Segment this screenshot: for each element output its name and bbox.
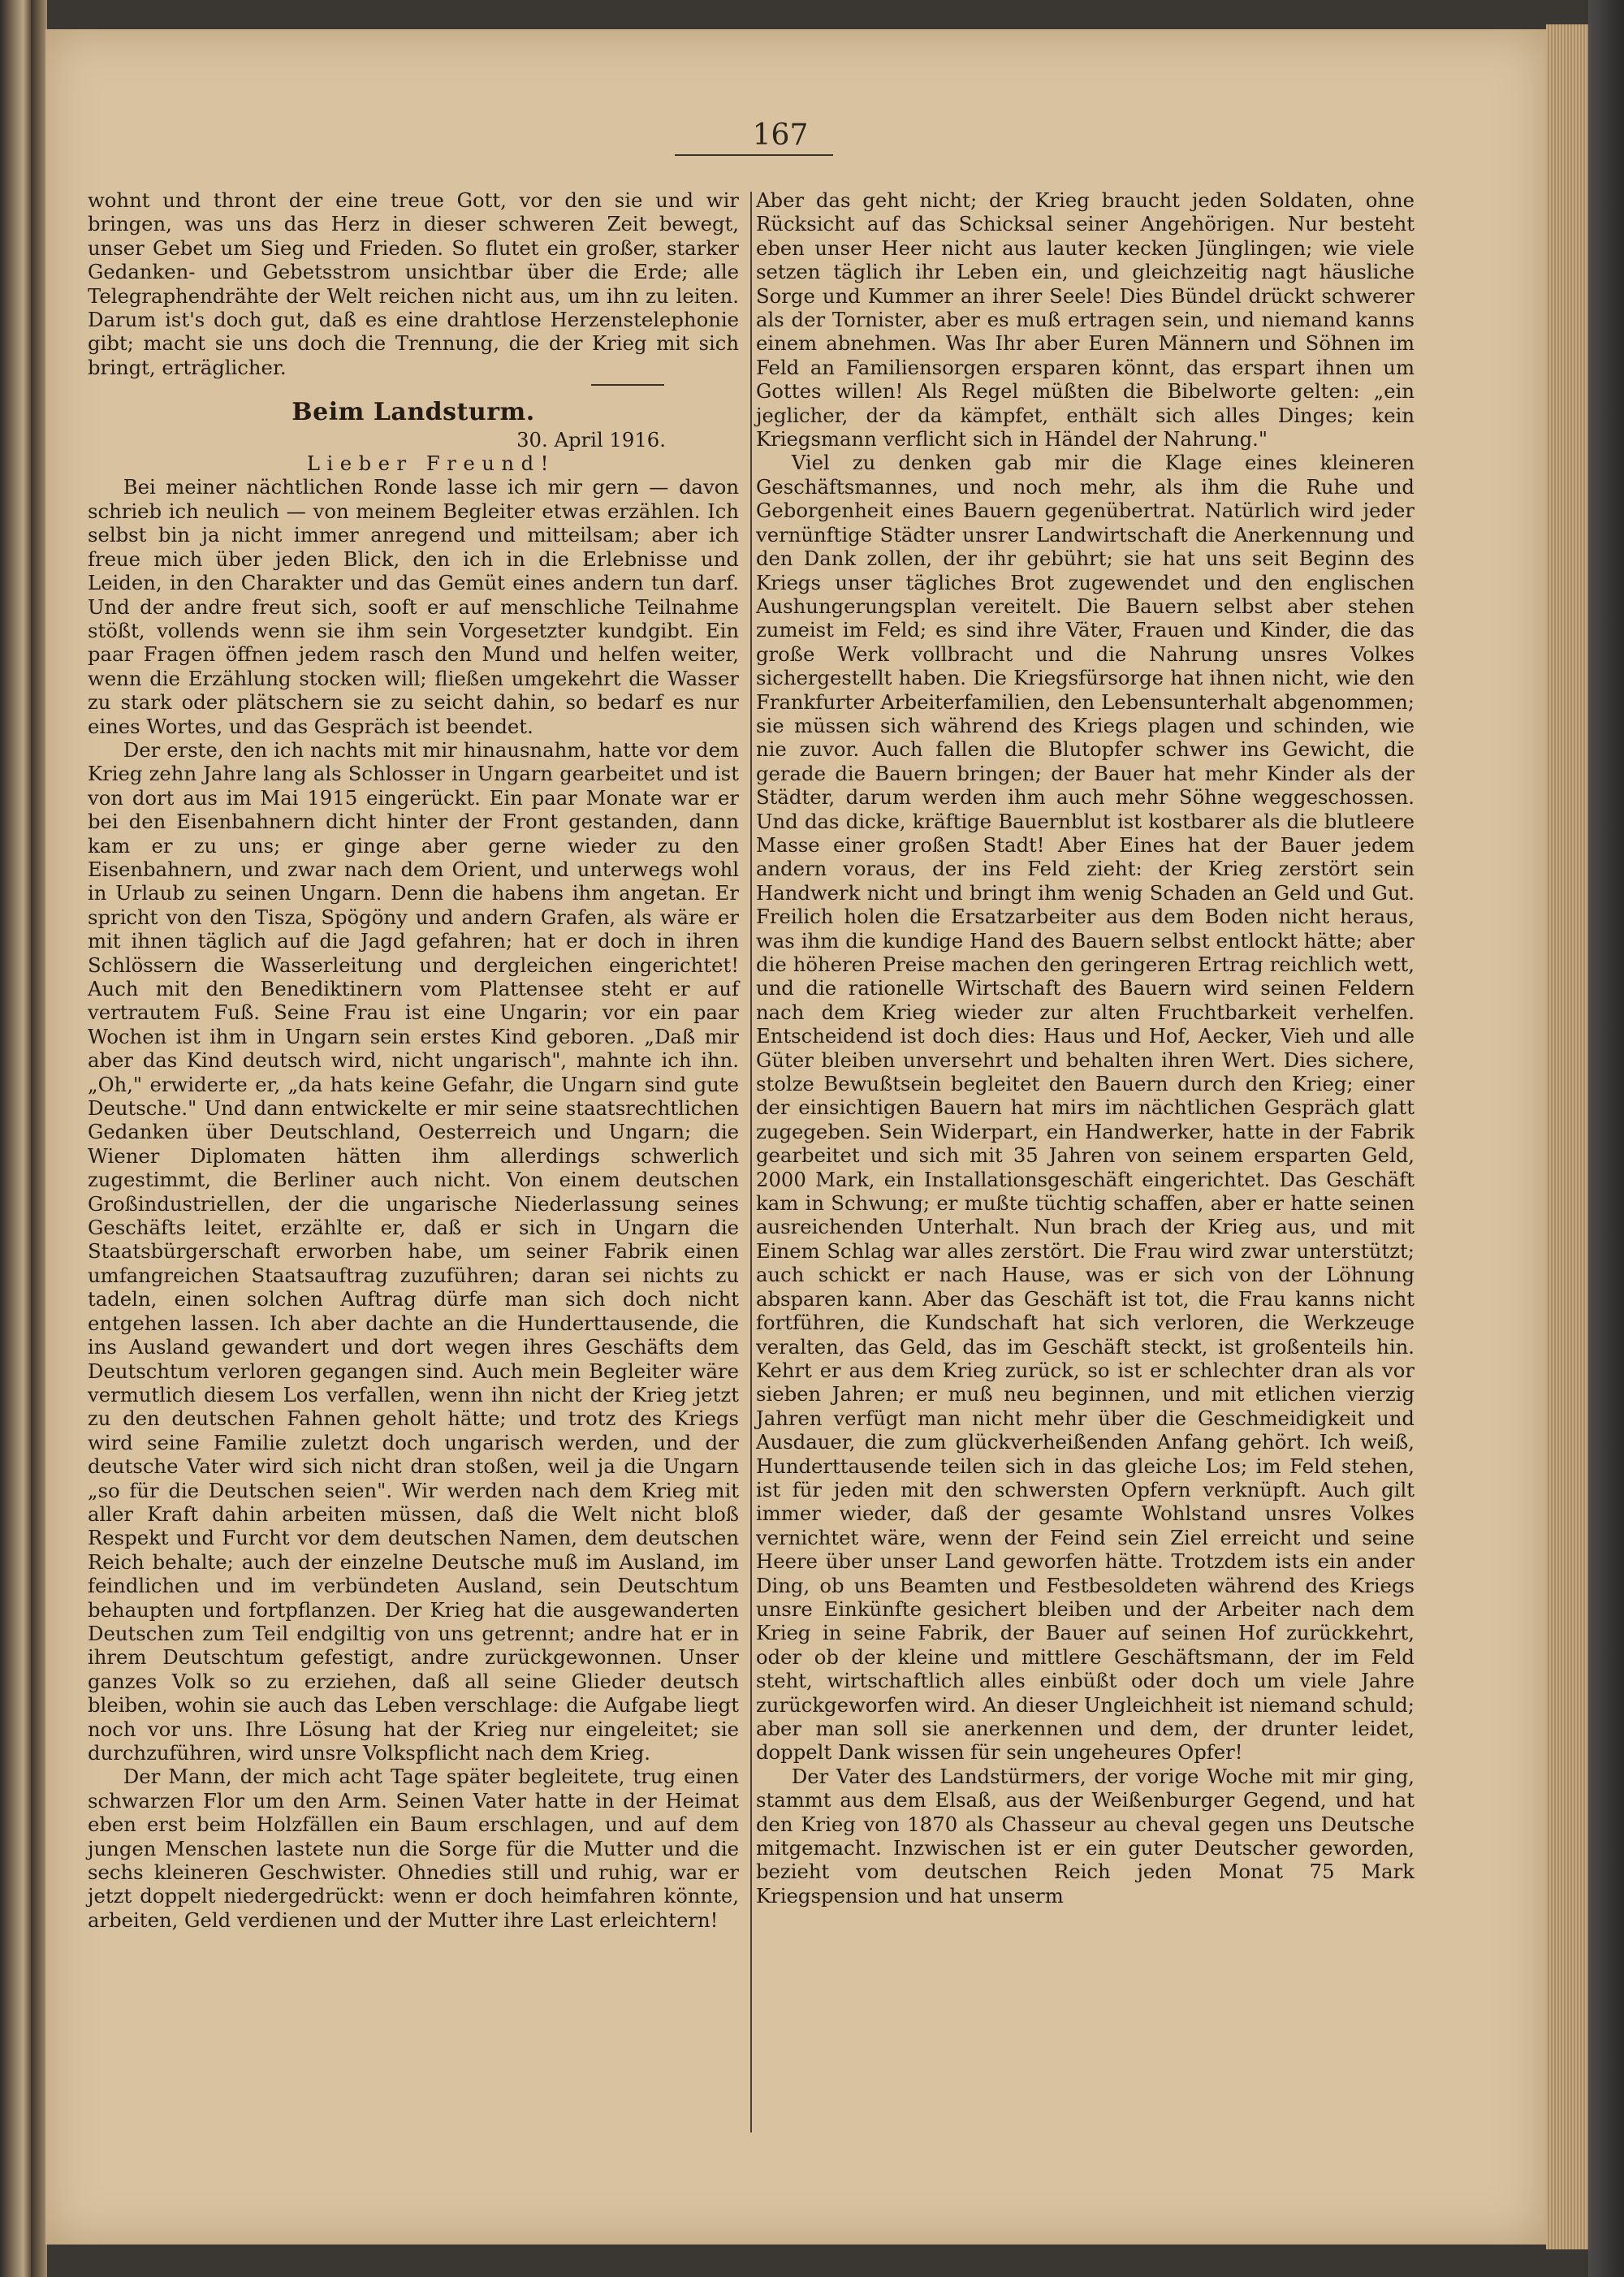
body-paragraph: Aber das geht nicht; der Krieg braucht jeden Soldaten, ohne Rücksicht auf das Schicksal seiner Angehörigen. Nur besteht eben unser Heer nicht aus lauter kecken Jünglingen; wie viele setzen täglich ihr Leben ein, und gleichzeitig nagt häusliche Sorge und Kummer an ihrer Seele! Dies Bündel drückt schwerer als der Tornister, aber es muß ertragen sein, und niemand kanns einem abnehmen. Was Ihr aber Euren Männern und Söhnen im Feld an Familiensorgen ersparen könnt, das erspart ihnen um Gottes willen! Als Regel müßten die Bibelworte gelten: „ein jeglicher, der da kämpfet, enthält sich alles Dinges; kein Kriegsmann verflicht sich in Händel der Nahrung."	[756, 188, 1415, 452]
book-gutter	[31, 0, 47, 2277]
article-title: Beim Landsturm.	[292, 398, 535, 427]
section-divider	[591, 384, 664, 386]
article-date: 30. April 1916.	[516, 427, 666, 452]
right-column	[740, 188, 1415, 1908]
left-page-edge	[0, 0, 31, 2277]
page-stack-edge	[1546, 24, 1588, 2249]
page-number-rule	[675, 154, 833, 156]
continuation-paragraph: wohnt und thront der eine treue Gott, vor den sie und wir bringen, was uns das Herz in dieser schweren Zeit bewegt, unser Gebet um Sieg und Frieden. So flutet ein großer, starker Gedanken- und Gebetsstrom unsichtbar über die Erde; alle Telegraphendrähte der Welt reichen nicht aus, um ihn zu leiten. Darum ist's doch gut, daß es eine drahtlose Herzenstelephonie gibt; macht sie uns doch die Trennung, die der Krieg mit sich bringt, erträglicher.	[88, 188, 739, 379]
left-column	[88, 188, 739, 1932]
body-paragraph: Der erste, den ich nachts mit mir hinausnahm, hatte vor dem Krieg zehn Jahre lang als Schlosser in Ungarn gearbeitet und ist von dort aus im Mai 1915 eingerückt. Ein paar Monate war er bei den Eisenbahnern dicht hinter der Front gestanden, dann kam er zu uns; er ginge aber gerne wieder zu den Eisenbahnern, und zwar nach dem Orient, und unterwegs wohl in Urlaub zu seinen Ungarn. Denn die habens ihm angetan. Er spricht von den Tisza, Spögöny und andern Grafen, als wäre er mit ihnen täglich auf die Jagd gefahren; hat er doch in ihren Schlössern die Wasserleitung und dergleichen eingerichtet! Auch mit den Benediktinern vom Plattensee steht er auf vertrautem Fuß. Seine Frau ist eine Ungarin; vor ein paar Wochen ist ihm in Ungarn sein erstes Kind geboren. „Daß mir aber das Kind deutsch wird, nicht ungarisch", mahnte ich ihn. „Oh," erwiderte er, „da hats keine Gefahr, die Ungarn sind gute Deutsche." Und dann entwickelte er mir seine staatsrechtlichen Gedanken über Deutschland, Oesterreich und Ungarn; die Wiener Diplomaten hätten ihm allerdings schwerlich zugestimmt, die Berliner auch nicht. Von einem deutschen Großindustriellen, der die ungarische Niederlassung seines Geschäfts leitet, erzählte er, daß er sich in Ungarn die Staatsbürgerschaft erworben habe, um seiner Fabrik einen umfangreichen Staatsauftrag zuzuführen; daran sei nichts zu tadeln, einen solchen Auftrag dürfe man sich doch nicht entgehen lassen. Ich aber dachte an die Hunderttausende, die ins Ausland gewandert und dort wegen ihres Geschäfts dem Deutschtum verloren gegangen sind. Auch mein Begleiter wäre vermutlich diesem Los verfallen, wenn ihn nicht der Krieg jetzt zu den deutschen Fahnen geholt hätte; und trotz des Kriegs wird seine Familie zuletzt doch ungarisch werden, und der deutsche Vater wird sich nicht dran stoßen, weil ja die Ungarn „so für die Deutschen seien". Wir werden nach dem Krieg mit aller Kraft dahin arbeiten müssen, daß die Welt nicht bloß Respekt und Furcht vor dem deutschen Namen, dem deutschen Reich behalte; auch der einzelne Deutsche muß im Ausland, im feindlichen und im verbündeten Ausland, sein Deutschtum behaupten und fortpflanzen. Der Krieg hat die ausgewanderten Deutschen zum Teil endgiltig von uns getrennt; andre hat er in ihrem Deutschtum gefestigt, andre zurückgewonnen. Unser ganzes Volk so zu erziehen, daß all seine Glieder deutsch bleiben, wohin sie auch das Leben verschlage: die Aufgabe liegt noch vor uns. Ihre Lösung hat der Krieg nur eingeleitet; sie durchzuführen, wird unsre Volkspflicht nach dem Krieg.	[88, 737, 739, 1765]
salutation: Lieber Freund!	[306, 452, 555, 476]
body-paragraph: Der Mann, der mich acht Tage später begleitete, trug einen schwarzen Flor um den Arm. Seinen Vater hatte in der Heimat eben erst beim Holzfällen ein Baum erschlagen, und auf dem jungen Menschen lastete nun die Sorge für die Mutter und die sechs kleineren Geschwister. Ohnedies still und ruhig, war er jetzt doppelt niedergedrückt: wenn er doch heimfahren könnte, arbeiten, Geld verdienen und der Mutter ihre Last erleichtern!	[88, 1765, 739, 1932]
book-page	[45, 29, 1546, 2245]
body-paragraph: Bei meiner nächtlichen Ronde lasse ich mir gern — davon schrieb ich neulich — von meinem Begleiter etwas erzählen. Ich selbst bin ja nicht immer anregend und mitteilsam; aber ich freue mich über jeden Blick, den ich in die Erlebnisse und Leiden, in den Charakter und das Gemüt eines andern tun darf. Und der andre freut sich, sooft er auf menschliche Teilnahme stößt, vollends wenn sie ihm sein Vorgesetzter kundgibt. Ein paar Fragen öffnen jedem rasch den Mund und helfen weiter, wenn die Erzählung stocken will; fließen umgekehrt die Wasser zu stark oder plätschern sie zu seicht dahin, so bedarf es nur eines Wortes, und das Gespräch ist beendet.	[88, 475, 739, 738]
book-cover-edge	[1588, 0, 1624, 2277]
body-paragraph: Viel zu denken gab mir die Klage eines kleineren Geschäftsmannes, und noch mehr, als ihm die Ruhe und Geborgenheit eines Bauern gegenübertrat. Natürlich wird jeder vernünftige Städter unsrer Landwirtschaft die Anerkennung und den Dank zollen, der ihr gebührt; sie hat uns seit Beginn des Kriegs unser tägliches Brot zugewendet und den englischen Aushungerungsplan vereitelt. Die Bauern selbst aber stehen zumeist im Feld; es sind ihre Väter, Frauen und Kinder, die das große Werk vollbracht und die Nahrung unsres Volkes sichergestellt haben. Die Kriegsfürsorge hat ihnen nicht, wie den Frankfurter Arbeiterfamilien, den Lebensunterhalt abgenommen; sie müssen sich während des Kriegs plagen und schinden, wie nie zuvor. Auch fallen die Blutopfer schwer ins Gewicht, die gerade die Bauern bringen; der Bauer hat mehr Kinder als der Städter, darum werden ihm auch mehr Söhne weggeschossen. Und das dicke, kräftige Bauernblut ist kostbarer als die blutleere Masse einer großen Stadt! Aber Eines hat der Bauer jedem andern voraus, der ins Feld zieht: der Krieg zerstört sein Handwerk nicht und bringt ihm wenig Schaden an Geld und Gut. Freilich holen die Ersatzarbeiter aus dem Boden nicht heraus, was ihm die kundige Hand des Bauern selbst entlockt hätte; aber die höheren Preise machen den geringeren Ertrag reichlich wett, und die rationelle Wirtschaft des Bauern wird seinen Feldern nach dem Krieg wieder zur alten Fruchtbarkeit verhelfen. Entscheidend ist doch dies: Haus und Hof, Aecker, Vieh und alle Güter bleiben unversehrt und behalten ihren Wert. Dies sichere, stolze Bewußtsein begleitet den Bauern durch den Krieg; einer der einsichtigen Bauern hat mirs im nächtlichen Gespräch glatt zugegeben. Sein Widerpart, ein Handwerker, hatte in der Fabrik gearbeitet und sich mit 35 Jahren von seinem ersparten Geld, 2000 Mark, ein Installationsgeschäft eingerichtet. Das Geschäft kam in Schwung; er mußte tüchtig schaffen, aber er hatte seinen ausreichenden Unterhalt. Nun brach der Krieg aus, und mit Einem Schlag war alles zerstört. Die Frau wird zwar unterstützt; auch schickt er nach Hause, was er sich von der Löhnung absparen kann. Aber das Geschäft ist tot, die Frau kanns nicht fortführen, die Kundschaft hat sich verloren, die Werkzeuge veralten, das Geld, das im Geschäft steckt, ist großenteils hin. Kehrt er aus dem Krieg zurück, so ist er schlechter dran als vor sieben Jahren; er muß neu beginnen, und mit etlichen vierzig Jahren verfügt man nicht mehr über die Geschmeidigkeit und Ausdauer, die zum glückverheißenden Anfang gehört. Ich weiß, Hunderttausende teilen sich in das gleiche Los; im Feld stehen, ist für jeden mit den schwersten Opfern verknüpft. Auch gilt immer wieder, daß der gesamte Wohlstand unsres Volkes vernichtet wäre, wenn der Feind sein Ziel erreicht und seine Heere über unser Land geworfen hätte. Trotzdem ists ein ander Ding, ob uns Beamten und Festbesoldeten während des Kriegs unsre Einkünfte gesichert bleiben und der Arbeiter nach dem Krieg in seine Fabrik, der Bauer auf seinen Hof zurückkehrt, oder ob der kleine und mittlere Geschäftsmann, der im Feld steht, wirtschaftlich alles einbüßt oder doch um viele Jahre zurückgeworfen wird. An dieser Ungleichheit ist niemand schuld; aber man soll sie anerkennen und dem, der drunter leidet, doppelt Dank wissen für sein ungeheures Opfer!	[756, 451, 1415, 1765]
page-number: 167	[752, 119, 809, 152]
body-paragraph: Der Vater des Landstürmers, der vorige Woche mit mir ging, stammt aus dem Elsaß, aus der Weißenburger Gegend, und hat den Krieg von 1870 als Chasseur au cheval gegen uns Deutsche mitgemacht. Inzwischen ist er ein guter Deutscher geworden, bezieht vom deutschen Reich jeden Monat 75 Mark Kriegspension und hat unserm	[756, 1764, 1415, 1908]
